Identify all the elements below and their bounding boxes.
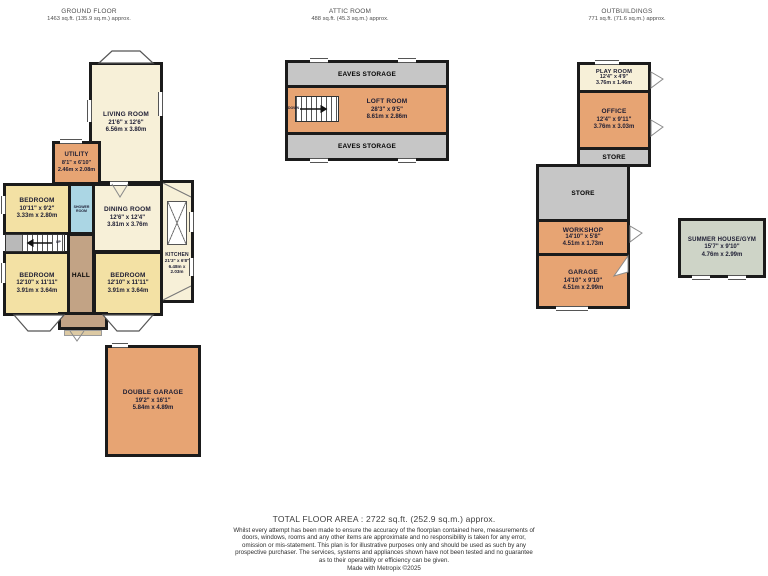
loft-room-label xyxy=(367,98,408,121)
window-marker xyxy=(310,58,328,63)
dining-room-imperial: 12'6" x 12'4" xyxy=(109,214,146,221)
door-leaf xyxy=(630,226,642,242)
ground-floor-area: 1463 sq.ft. (135.9 sq.m.) approx. xyxy=(47,16,131,22)
office-imperial: 12'4" x 9'11" xyxy=(596,116,632,123)
door-leaf xyxy=(651,120,663,136)
bay-window xyxy=(103,315,153,331)
living-room-imperial: 21'6" x 12'6" xyxy=(108,119,144,126)
double-garage-name: DOUBLE GARAGE xyxy=(122,389,184,397)
double-garage-metric: 5.84m x 4.89m xyxy=(132,405,174,412)
bedroom-front-left-imperial: 10'11" x 9'2" xyxy=(19,205,55,212)
room-double-garage xyxy=(105,345,201,457)
door-opening xyxy=(110,181,128,186)
room-store-lower xyxy=(536,164,630,222)
door-leaf xyxy=(651,72,663,88)
workshop-metric: 4.51m x 1.73m xyxy=(562,241,604,248)
bedroom-rear-left-metric: 3.91m x 3.64m xyxy=(16,287,58,294)
workshop-imperial: 14'10" x 5'8" xyxy=(565,234,601,241)
room-office xyxy=(577,90,651,150)
loft-stair-treads xyxy=(296,97,338,121)
kitchen-unit xyxy=(167,201,187,245)
window-marker xyxy=(87,100,92,122)
bedroom-rear-left-label xyxy=(16,272,57,295)
hall-name: HALL xyxy=(71,272,91,279)
bedroom-rear-right-metric: 3.91m x 3.64m xyxy=(107,287,149,294)
attic-room-header xyxy=(270,8,430,22)
living-room-name: LIVING ROOM xyxy=(103,111,149,119)
workshop-name: WORKSHOP xyxy=(562,227,604,235)
bedroom-front-left-metric: 3.33m x 2.80m xyxy=(16,213,58,220)
room-eaves-storage-top xyxy=(285,60,449,88)
garage-metric: 4.51m x 2.99m xyxy=(562,285,604,292)
summer-house-imperial: 15'7" x 9'10" xyxy=(704,244,740,251)
summer-house-name: SUMMER HOUSE/GYM xyxy=(687,236,757,243)
room-bedroom-front-left xyxy=(3,183,71,235)
store-upper-name: STORE xyxy=(602,153,626,161)
stair-landing xyxy=(6,235,22,251)
room-bedroom-rear-left xyxy=(3,251,71,316)
window-marker xyxy=(398,158,416,163)
bedroom-rear-left-name: BEDROOM xyxy=(19,271,55,279)
room-eaves-storage-bottom xyxy=(285,132,449,161)
kitchen-metric: 6.48m x 2.03m xyxy=(168,263,186,275)
window-marker xyxy=(1,196,6,214)
double-garage-label xyxy=(123,389,183,412)
window-marker xyxy=(158,92,163,116)
kitchen-imperial: 21'3" x 6'8" xyxy=(164,258,190,264)
window-marker xyxy=(60,139,82,144)
summer-house-label xyxy=(688,237,756,260)
eaves-storage-top-name: EAVES STORAGE xyxy=(338,70,396,78)
store-lower-name: STORE xyxy=(571,189,595,197)
window-marker xyxy=(398,58,416,63)
bedroom-rear-left-imperial: 12'10" x 11'11" xyxy=(16,280,58,287)
garage-door-opening xyxy=(556,306,588,311)
bedroom-rear-right-label xyxy=(107,272,148,295)
office-name: OFFICE xyxy=(601,108,627,116)
room-bedroom-rear-right xyxy=(93,251,163,316)
window-marker xyxy=(692,275,710,280)
garage-name: GARAGE xyxy=(568,269,598,277)
loft-staircase xyxy=(295,96,339,122)
utility-label xyxy=(58,152,95,173)
bay-window xyxy=(14,315,64,331)
play-room-name: PLAY ROOM xyxy=(595,68,633,75)
door-opening xyxy=(112,343,128,348)
ground-floor-header xyxy=(5,8,173,22)
room-hall xyxy=(67,233,95,318)
entrance-step xyxy=(64,330,102,336)
dining-room-name: DINING ROOM xyxy=(104,206,151,214)
summer-house-metric: 4.76m x 2.99m xyxy=(701,251,743,258)
play-room-imperial: 12'4" x 4'9" xyxy=(599,73,629,80)
entrance-porch xyxy=(58,312,108,330)
utility-metric: 2.46m x 2.08m xyxy=(57,166,96,173)
office-metric: 3.76m x 3.03m xyxy=(593,124,635,131)
attic-room-area: 488 sq.ft. (45.3 sq.m.) approx. xyxy=(311,16,389,22)
room-workshop xyxy=(536,219,630,256)
total-floor-area: TOTAL FLOOR AREA : 2722 sq.ft. (252.9 sq.m.) approx. xyxy=(272,514,496,524)
room-play-room xyxy=(577,62,651,93)
outbuildings-header xyxy=(547,8,707,22)
stair-up-label: UP xyxy=(56,240,61,244)
kitchen-label xyxy=(163,252,191,275)
room-summer-house-gym xyxy=(678,218,766,278)
eaves-storage-bottom-name: EAVES STORAGE xyxy=(338,143,396,150)
ground-floor-title: GROUND FLOOR xyxy=(61,8,117,15)
window-marker xyxy=(1,263,6,283)
living-room-metric: 6.56m x 3.80m xyxy=(105,127,147,134)
kitchen-name: KITCHEN xyxy=(165,251,189,258)
outbuildings-area: 771 sq.ft. (71.6 sq.m.) approx. xyxy=(588,16,666,22)
attic-room-title: ATTIC ROOM xyxy=(328,8,372,15)
room-shower-room xyxy=(68,183,95,235)
workshop-label xyxy=(563,227,604,247)
room-garage xyxy=(536,253,630,309)
window-marker xyxy=(189,258,194,276)
window-marker xyxy=(728,275,746,280)
bedroom-front-left-name: BEDROOM xyxy=(19,197,55,205)
living-room-label xyxy=(103,111,149,134)
utility-name: UTILITY xyxy=(64,152,89,159)
window-marker xyxy=(310,158,328,163)
loft-room-name: LOFT ROOM xyxy=(366,98,408,106)
loft-room-metric: 8.61m x 2.86m xyxy=(366,114,408,121)
disclaimer-text: Whilst every attempt has been made to ensure the accuracy of the floorplan contained here, measurements of doors, windows, rooms and any other items are approximate and no responsibility is taken for any error, omission or mis-statement. This plan is for illustrative purposes only and should be used as such by any prospective purchaser. The services, systems and appliances shown have not been tested and no guarantee as to their operability or efficiency can be given. xyxy=(233,527,535,564)
outbuildings-title: OUTBUILDINGS xyxy=(601,8,653,15)
garage-imperial: 14'10" x 9'10" xyxy=(563,277,603,284)
dining-room-label xyxy=(104,206,151,229)
stair-down-label: DOWN xyxy=(288,106,300,110)
office-label xyxy=(594,108,635,131)
footer xyxy=(0,514,768,572)
loft-room-imperial: 28'3" x 9'5" xyxy=(371,106,403,113)
play-room-metric: 3.76m x 1.46m xyxy=(596,79,632,86)
utility-imperial: 8'1" x 6'10" xyxy=(61,159,92,166)
bedroom-front-left-label xyxy=(17,197,58,220)
metropix-credit: Made with Metropix ©2025 xyxy=(347,565,421,573)
room-utility xyxy=(52,141,101,185)
room-dining-room xyxy=(92,183,163,253)
double-garage-imperial: 19'2" x 16'1" xyxy=(135,397,171,404)
window-marker xyxy=(189,212,194,232)
play-room-label xyxy=(596,69,632,87)
window-marker xyxy=(595,60,619,65)
bedroom-rear-right-name: BEDROOM xyxy=(110,271,146,279)
bedroom-rear-right-imperial: 12'10" x 11'11" xyxy=(107,280,149,287)
dining-room-metric: 3.81m x 3.76m xyxy=(107,222,148,229)
shower-room-name: SHOWER ROOM xyxy=(73,205,90,213)
garage-label xyxy=(563,269,604,292)
